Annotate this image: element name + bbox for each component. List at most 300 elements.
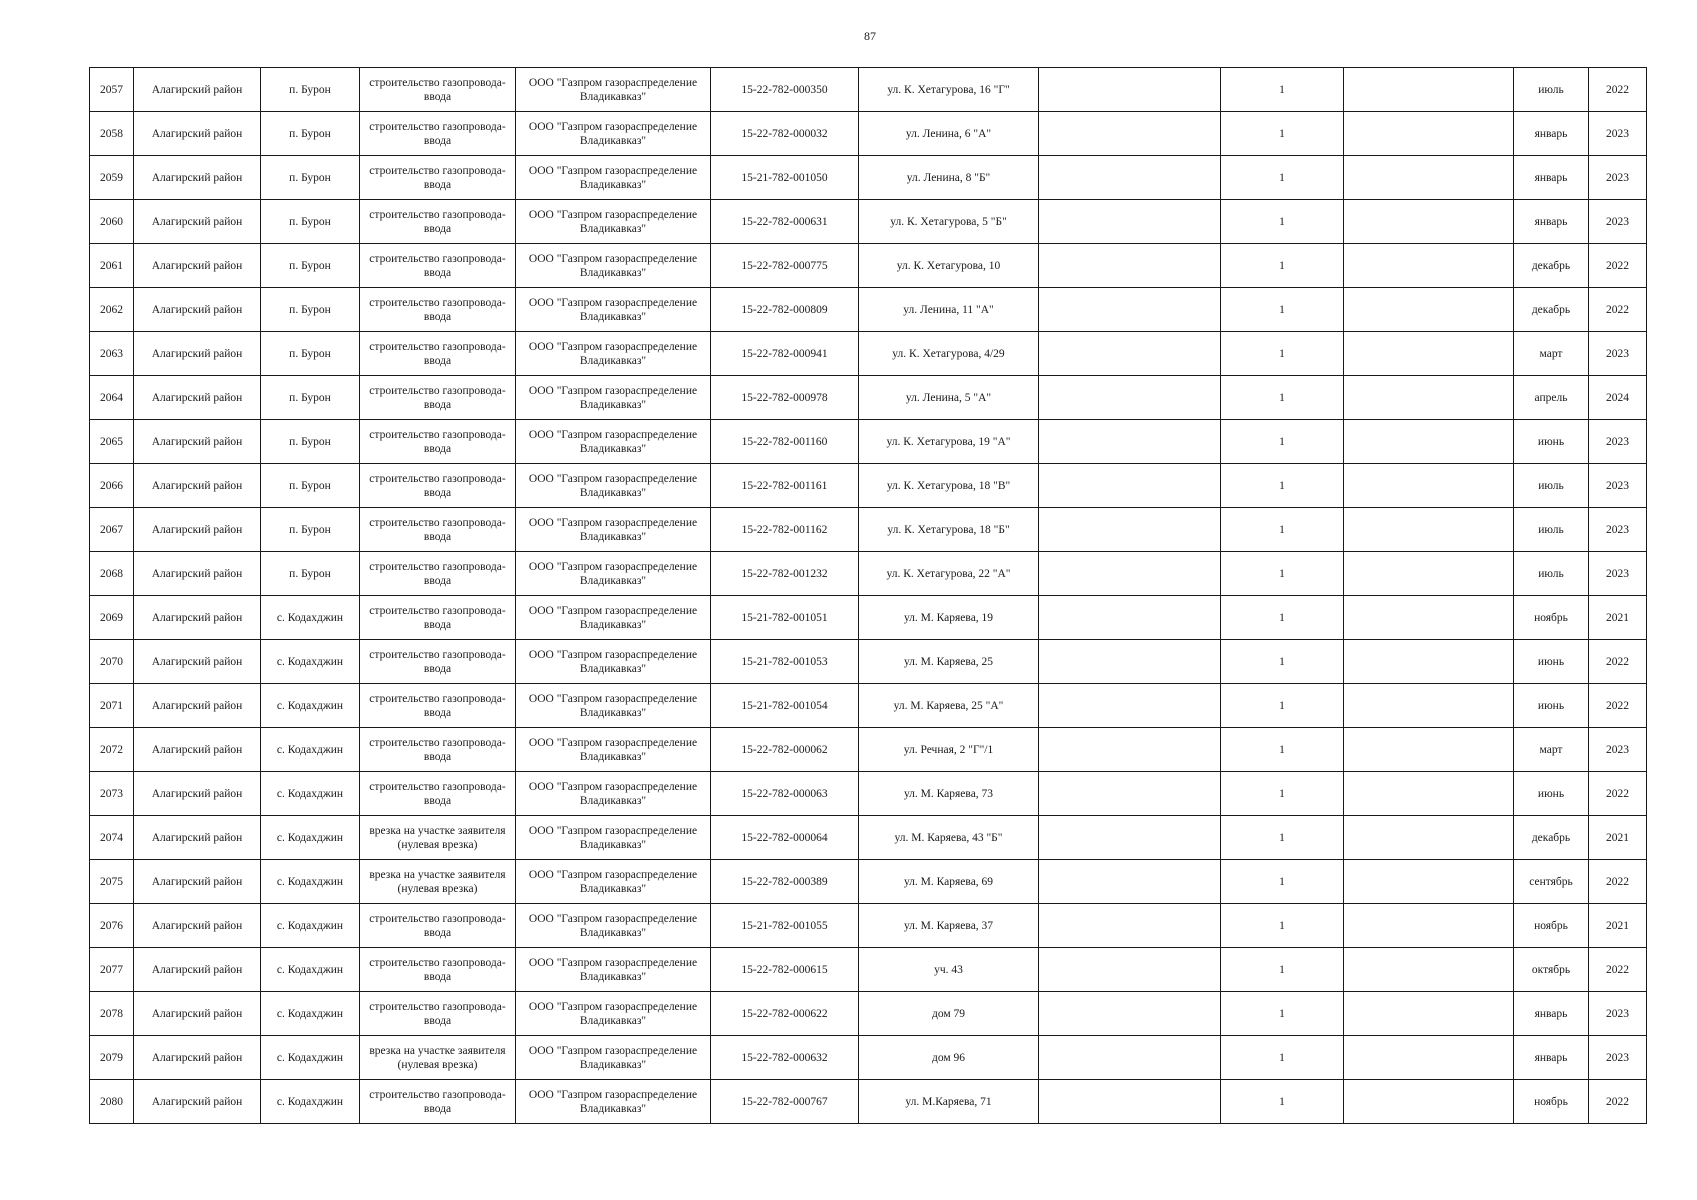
month-cell: июль	[1514, 68, 1589, 112]
table-row	[90, 772, 1647, 816]
table-row	[90, 200, 1647, 244]
empty-cell-b	[1344, 332, 1514, 376]
table-row	[90, 464, 1647, 508]
application-id-cell: 15-22-782-000389	[711, 860, 859, 904]
row-number-cell: 2062	[90, 288, 134, 332]
year-cell: 2022	[1589, 684, 1647, 728]
district-cell: Алагирский район	[134, 1080, 261, 1124]
empty-cell-b	[1344, 420, 1514, 464]
address-cell: ул. К. Хетагурова, 5 "Б"	[859, 200, 1039, 244]
application-id-cell: 15-21-782-001055	[711, 904, 859, 948]
quantity-cell: 1	[1221, 332, 1344, 376]
quantity-cell: 1	[1221, 1080, 1344, 1124]
settlement-cell: с. Кодахджин	[261, 992, 360, 1036]
empty-cell-b	[1344, 68, 1514, 112]
application-id-cell: 15-22-782-001162	[711, 508, 859, 552]
settlement-cell: с. Кодахджин	[261, 772, 360, 816]
empty-cell-b	[1344, 464, 1514, 508]
work-type-cell: строительство газопровода-ввода	[360, 904, 516, 948]
organization-cell: ООО "Газпром газораспределение Владикавказ"	[516, 1080, 711, 1124]
month-cell: июнь	[1514, 684, 1589, 728]
table-row	[90, 992, 1647, 1036]
application-id-cell: 15-21-782-001050	[711, 156, 859, 200]
district-cell: Алагирский район	[134, 156, 261, 200]
row-number-cell: 2075	[90, 860, 134, 904]
table-row	[90, 596, 1647, 640]
organization-cell: ООО "Газпром газораспределение Владикавказ"	[516, 244, 711, 288]
row-number-cell: 2078	[90, 992, 134, 1036]
month-cell: январь	[1514, 1036, 1589, 1080]
month-cell: сентябрь	[1514, 860, 1589, 904]
address-cell: уч. 43	[859, 948, 1039, 992]
year-cell: 2023	[1589, 200, 1647, 244]
district-cell: Алагирский район	[134, 904, 261, 948]
empty-cell-a	[1039, 860, 1221, 904]
table-body	[90, 68, 1647, 1124]
month-cell: ноябрь	[1514, 596, 1589, 640]
settlement-cell: с. Кодахджин	[261, 640, 360, 684]
empty-cell-b	[1344, 288, 1514, 332]
application-id-cell: 15-22-782-000978	[711, 376, 859, 420]
settlement-cell: п. Бурон	[261, 332, 360, 376]
year-cell: 2022	[1589, 288, 1647, 332]
work-type-cell: строительство газопровода-ввода	[360, 992, 516, 1036]
empty-cell-a	[1039, 728, 1221, 772]
address-cell: ул. Ленина, 11 "А"	[859, 288, 1039, 332]
empty-cell-a	[1039, 112, 1221, 156]
row-number-cell: 2077	[90, 948, 134, 992]
work-type-cell: строительство газопровода-ввода	[360, 420, 516, 464]
empty-cell-a	[1039, 244, 1221, 288]
organization-cell: ООО "Газпром газораспределение Владикавказ"	[516, 904, 711, 948]
table-row	[90, 552, 1647, 596]
empty-cell-b	[1344, 860, 1514, 904]
row-number-cell: 2070	[90, 640, 134, 684]
month-cell: декабрь	[1514, 816, 1589, 860]
empty-cell-b	[1344, 772, 1514, 816]
address-cell: ул. М. Каряева, 69	[859, 860, 1039, 904]
address-cell: ул. Ленина, 8 "Б"	[859, 156, 1039, 200]
empty-cell-b	[1344, 1036, 1514, 1080]
address-cell: ул. М. Каряева, 25	[859, 640, 1039, 684]
year-cell: 2021	[1589, 904, 1647, 948]
settlement-cell: п. Бурон	[261, 288, 360, 332]
organization-cell: ООО "Газпром газораспределение Владикавказ"	[516, 772, 711, 816]
district-cell: Алагирский район	[134, 332, 261, 376]
settlement-cell: с. Кодахджин	[261, 596, 360, 640]
address-cell: ул. К. Хетагурова, 18 "В"	[859, 464, 1039, 508]
organization-cell: ООО "Газпром газораспределение Владикавказ"	[516, 552, 711, 596]
district-cell: Алагирский район	[134, 68, 261, 112]
work-type-cell: врезка на участке заявителя (нулевая врезка)	[360, 860, 516, 904]
district-cell: Алагирский район	[134, 112, 261, 156]
row-number-cell: 2076	[90, 904, 134, 948]
settlement-cell: п. Бурон	[261, 200, 360, 244]
settlement-cell: с. Кодахджин	[261, 816, 360, 860]
address-cell: ул. К. Хетагурова, 22 "А"	[859, 552, 1039, 596]
quantity-cell: 1	[1221, 288, 1344, 332]
application-id-cell: 15-21-782-001054	[711, 684, 859, 728]
address-cell: ул. М. Каряева, 25 "А"	[859, 684, 1039, 728]
row-number-cell: 2071	[90, 684, 134, 728]
year-cell: 2023	[1589, 156, 1647, 200]
year-cell: 2023	[1589, 420, 1647, 464]
table-row	[90, 508, 1647, 552]
address-cell: ул. К. Хетагурова, 19 "А"	[859, 420, 1039, 464]
quantity-cell: 1	[1221, 552, 1344, 596]
application-id-cell: 15-22-782-000631	[711, 200, 859, 244]
quantity-cell: 1	[1221, 640, 1344, 684]
district-cell: Алагирский район	[134, 948, 261, 992]
month-cell: апрель	[1514, 376, 1589, 420]
application-id-cell: 15-22-782-000062	[711, 728, 859, 772]
quantity-cell: 1	[1221, 200, 1344, 244]
month-cell: март	[1514, 332, 1589, 376]
month-cell: март	[1514, 728, 1589, 772]
year-cell: 2023	[1589, 992, 1647, 1036]
table-row	[90, 860, 1647, 904]
quantity-cell: 1	[1221, 904, 1344, 948]
application-id-cell: 15-22-782-000032	[711, 112, 859, 156]
district-cell: Алагирский район	[134, 244, 261, 288]
empty-cell-b	[1344, 948, 1514, 992]
year-cell: 2021	[1589, 596, 1647, 640]
table-row	[90, 1080, 1647, 1124]
settlement-cell: с. Кодахджин	[261, 860, 360, 904]
row-number-cell: 2058	[90, 112, 134, 156]
organization-cell: ООО "Газпром газораспределение Владикавказ"	[516, 464, 711, 508]
application-id-cell: 15-22-782-001160	[711, 420, 859, 464]
organization-cell: ООО "Газпром газораспределение Владикавказ"	[516, 288, 711, 332]
district-cell: Алагирский район	[134, 728, 261, 772]
organization-cell: ООО "Газпром газораспределение Владикавказ"	[516, 728, 711, 772]
month-cell: январь	[1514, 112, 1589, 156]
address-cell: ул. Ленина, 5 "А"	[859, 376, 1039, 420]
organization-cell: ООО "Газпром газораспределение Владикавказ"	[516, 816, 711, 860]
application-id-cell: 15-22-782-000775	[711, 244, 859, 288]
address-cell: дом 79	[859, 992, 1039, 1036]
settlement-cell: с. Кодахджин	[261, 728, 360, 772]
quantity-cell: 1	[1221, 728, 1344, 772]
empty-cell-b	[1344, 112, 1514, 156]
table-row	[90, 728, 1647, 772]
settlement-cell: с. Кодахджин	[261, 904, 360, 948]
month-cell: январь	[1514, 992, 1589, 1036]
month-cell: январь	[1514, 156, 1589, 200]
empty-cell-b	[1344, 816, 1514, 860]
month-cell: ноябрь	[1514, 904, 1589, 948]
district-cell: Алагирский район	[134, 508, 261, 552]
district-cell: Алагирский район	[134, 816, 261, 860]
work-type-cell: строительство газопровода-ввода	[360, 112, 516, 156]
quantity-cell: 1	[1221, 596, 1344, 640]
settlement-cell: с. Кодахджин	[261, 1036, 360, 1080]
year-cell: 2022	[1589, 772, 1647, 816]
work-type-cell: строительство газопровода-ввода	[360, 948, 516, 992]
row-number-cell: 2059	[90, 156, 134, 200]
district-cell: Алагирский район	[134, 640, 261, 684]
address-cell: ул. К. Хетагурова, 10	[859, 244, 1039, 288]
month-cell: июнь	[1514, 420, 1589, 464]
empty-cell-b	[1344, 244, 1514, 288]
settlement-cell: п. Бурон	[261, 112, 360, 156]
organization-cell: ООО "Газпром газораспределение Владикавказ"	[516, 420, 711, 464]
organization-cell: ООО "Газпром газораспределение Владикавказ"	[516, 156, 711, 200]
month-cell: декабрь	[1514, 244, 1589, 288]
table-row	[90, 948, 1647, 992]
empty-cell-a	[1039, 816, 1221, 860]
settlement-cell: п. Бурон	[261, 68, 360, 112]
quantity-cell: 1	[1221, 112, 1344, 156]
empty-cell-a	[1039, 948, 1221, 992]
table-row	[90, 640, 1647, 684]
month-cell: октябрь	[1514, 948, 1589, 992]
district-cell: Алагирский район	[134, 684, 261, 728]
organization-cell: ООО "Газпром газораспределение Владикавказ"	[516, 948, 711, 992]
application-id-cell: 15-22-782-000941	[711, 332, 859, 376]
application-id-cell: 15-22-782-000064	[711, 816, 859, 860]
work-type-cell: строительство газопровода-ввода	[360, 508, 516, 552]
organization-cell: ООО "Газпром газораспределение Владикавказ"	[516, 992, 711, 1036]
quantity-cell: 1	[1221, 1036, 1344, 1080]
year-cell: 2022	[1589, 68, 1647, 112]
organization-cell: ООО "Газпром газораспределение Владикавказ"	[516, 640, 711, 684]
table-row	[90, 420, 1647, 464]
quantity-cell: 1	[1221, 156, 1344, 200]
empty-cell-b	[1344, 640, 1514, 684]
table-row	[90, 156, 1647, 200]
year-cell: 2022	[1589, 244, 1647, 288]
address-cell: ул. М. Каряева, 43 "Б"	[859, 816, 1039, 860]
row-number-cell: 2060	[90, 200, 134, 244]
address-cell: ул. М. Каряева, 73	[859, 772, 1039, 816]
organization-cell: ООО "Газпром газораспределение Владикавказ"	[516, 860, 711, 904]
quantity-cell: 1	[1221, 948, 1344, 992]
empty-cell-a	[1039, 508, 1221, 552]
empty-cell-a	[1039, 596, 1221, 640]
empty-cell-a	[1039, 1036, 1221, 1080]
empty-cell-b	[1344, 156, 1514, 200]
year-cell: 2023	[1589, 552, 1647, 596]
row-number-cell: 2072	[90, 728, 134, 772]
row-number-cell: 2065	[90, 420, 134, 464]
empty-cell-b	[1344, 596, 1514, 640]
month-cell: июнь	[1514, 640, 1589, 684]
work-type-cell: строительство газопровода-ввода	[360, 376, 516, 420]
quantity-cell: 1	[1221, 244, 1344, 288]
application-id-cell: 15-22-782-000632	[711, 1036, 859, 1080]
work-type-cell: строительство газопровода-ввода	[360, 156, 516, 200]
work-type-cell: строительство газопровода-ввода	[360, 728, 516, 772]
year-cell: 2023	[1589, 728, 1647, 772]
district-cell: Алагирский район	[134, 772, 261, 816]
empty-cell-a	[1039, 68, 1221, 112]
settlement-cell: п. Бурон	[261, 508, 360, 552]
empty-cell-a	[1039, 992, 1221, 1036]
year-cell: 2023	[1589, 332, 1647, 376]
row-number-cell: 2069	[90, 596, 134, 640]
empty-cell-b	[1344, 728, 1514, 772]
month-cell: ноябрь	[1514, 1080, 1589, 1124]
application-id-cell: 15-22-782-000809	[711, 288, 859, 332]
application-id-cell: 15-22-782-001161	[711, 464, 859, 508]
table-row	[90, 288, 1647, 332]
address-cell: ул. Ленина, 6 "А"	[859, 112, 1039, 156]
quantity-cell: 1	[1221, 772, 1344, 816]
work-type-cell: строительство газопровода-ввода	[360, 244, 516, 288]
row-number-cell: 2068	[90, 552, 134, 596]
month-cell: декабрь	[1514, 288, 1589, 332]
row-number-cell: 2074	[90, 816, 134, 860]
work-type-cell: строительство газопровода-ввода	[360, 288, 516, 332]
month-cell: июнь	[1514, 772, 1589, 816]
empty-cell-b	[1344, 904, 1514, 948]
empty-cell-a	[1039, 684, 1221, 728]
row-number-cell: 2079	[90, 1036, 134, 1080]
row-number-cell: 2061	[90, 244, 134, 288]
empty-cell-a	[1039, 420, 1221, 464]
year-cell: 2021	[1589, 816, 1647, 860]
empty-cell-a	[1039, 376, 1221, 420]
year-cell: 2022	[1589, 1080, 1647, 1124]
month-cell: январь	[1514, 200, 1589, 244]
settlement-cell: п. Бурон	[261, 156, 360, 200]
application-id-cell: 15-22-782-000615	[711, 948, 859, 992]
row-number-cell: 2063	[90, 332, 134, 376]
row-number-cell: 2073	[90, 772, 134, 816]
empty-cell-a	[1039, 288, 1221, 332]
month-cell: июль	[1514, 508, 1589, 552]
application-id-cell: 15-22-782-001232	[711, 552, 859, 596]
year-cell: 2023	[1589, 464, 1647, 508]
settlement-cell: п. Бурон	[261, 464, 360, 508]
settlement-cell: п. Бурон	[261, 552, 360, 596]
address-cell: ул. М. Каряева, 19	[859, 596, 1039, 640]
year-cell: 2023	[1589, 508, 1647, 552]
organization-cell: ООО "Газпром газораспределение Владикавказ"	[516, 684, 711, 728]
organization-cell: ООО "Газпром газораспределение Владикавказ"	[516, 376, 711, 420]
work-type-cell: строительство газопровода-ввода	[360, 68, 516, 112]
year-cell: 2023	[1589, 112, 1647, 156]
application-id-cell: 15-21-782-001053	[711, 640, 859, 684]
district-cell: Алагирский район	[134, 992, 261, 1036]
address-cell: ул. К. Хетагурова, 16 "Г"	[859, 68, 1039, 112]
empty-cell-b	[1344, 1080, 1514, 1124]
work-type-cell: строительство газопровода-ввода	[360, 332, 516, 376]
empty-cell-a	[1039, 156, 1221, 200]
empty-cell-a	[1039, 464, 1221, 508]
address-cell: ул. М. Каряева, 37	[859, 904, 1039, 948]
address-cell: ул. К. Хетагурова, 18 "Б"	[859, 508, 1039, 552]
quantity-cell: 1	[1221, 464, 1344, 508]
work-type-cell: строительство газопровода-ввода	[360, 772, 516, 816]
organization-cell: ООО "Газпром газораспределение Владикавказ"	[516, 68, 711, 112]
empty-cell-a	[1039, 332, 1221, 376]
district-cell: Алагирский район	[134, 200, 261, 244]
settlement-cell: п. Бурон	[261, 420, 360, 464]
settlement-cell: с. Кодахджин	[261, 684, 360, 728]
empty-cell-b	[1344, 992, 1514, 1036]
district-cell: Алагирский район	[134, 420, 261, 464]
empty-cell-b	[1344, 376, 1514, 420]
row-number-cell: 2064	[90, 376, 134, 420]
quantity-cell: 1	[1221, 992, 1344, 1036]
table-row	[90, 816, 1647, 860]
table-row	[90, 112, 1647, 156]
empty-cell-a	[1039, 640, 1221, 684]
table-row	[90, 376, 1647, 420]
settlement-cell: п. Бурон	[261, 376, 360, 420]
year-cell: 2023	[1589, 1036, 1647, 1080]
empty-cell-b	[1344, 200, 1514, 244]
empty-cell-a	[1039, 904, 1221, 948]
quantity-cell: 1	[1221, 68, 1344, 112]
quantity-cell: 1	[1221, 816, 1344, 860]
district-cell: Алагирский район	[134, 596, 261, 640]
table-row	[90, 244, 1647, 288]
year-cell: 2022	[1589, 860, 1647, 904]
empty-cell-b	[1344, 552, 1514, 596]
quantity-cell: 1	[1221, 376, 1344, 420]
work-type-cell: строительство газопровода-ввода	[360, 596, 516, 640]
work-type-cell: врезка на участке заявителя (нулевая врезка)	[360, 816, 516, 860]
table-row	[90, 684, 1647, 728]
empty-cell-a	[1039, 552, 1221, 596]
row-number-cell: 2057	[90, 68, 134, 112]
work-type-cell: врезка на участке заявителя (нулевая врезка)	[360, 1036, 516, 1080]
empty-cell-a	[1039, 200, 1221, 244]
organization-cell: ООО "Газпром газораспределение Владикавказ"	[516, 508, 711, 552]
district-cell: Алагирский район	[134, 288, 261, 332]
address-cell: ул. Речная, 2 "Г"/1	[859, 728, 1039, 772]
table-row	[90, 1036, 1647, 1080]
organization-cell: ООО "Газпром газораспределение Владикавказ"	[516, 200, 711, 244]
year-cell: 2022	[1589, 640, 1647, 684]
application-id-cell: 15-22-782-000622	[711, 992, 859, 1036]
application-id-cell: 15-21-782-001051	[711, 596, 859, 640]
table-row	[90, 332, 1647, 376]
month-cell: июль	[1514, 552, 1589, 596]
district-cell: Алагирский район	[134, 1036, 261, 1080]
address-cell: ул. К. Хетагурова, 4/29	[859, 332, 1039, 376]
row-number-cell: 2080	[90, 1080, 134, 1124]
quantity-cell: 1	[1221, 420, 1344, 464]
year-cell: 2022	[1589, 948, 1647, 992]
work-type-cell: строительство газопровода-ввода	[360, 200, 516, 244]
quantity-cell: 1	[1221, 860, 1344, 904]
empty-cell-b	[1344, 684, 1514, 728]
organization-cell: ООО "Газпром газораспределение Владикавказ"	[516, 112, 711, 156]
settlement-cell: п. Бурон	[261, 244, 360, 288]
application-id-cell: 15-22-782-000767	[711, 1080, 859, 1124]
organization-cell: ООО "Газпром газораспределение Владикавказ"	[516, 332, 711, 376]
quantity-cell: 1	[1221, 684, 1344, 728]
settlement-cell: с. Кодахджин	[261, 948, 360, 992]
application-id-cell: 15-22-782-000350	[711, 68, 859, 112]
district-cell: Алагирский район	[134, 860, 261, 904]
organization-cell: ООО "Газпром газораспределение Владикавказ"	[516, 1036, 711, 1080]
page-number: 87	[864, 29, 876, 43]
settlement-cell: с. Кодахджин	[261, 1080, 360, 1124]
work-type-cell: строительство газопровода-ввода	[360, 464, 516, 508]
organization-cell: ООО "Газпром газораспределение Владикавказ"	[516, 596, 711, 640]
work-type-cell: строительство газопровода-ввода	[360, 640, 516, 684]
year-cell: 2024	[1589, 376, 1647, 420]
registry-table	[89, 67, 1647, 1124]
address-cell: ул. М.Каряева, 71	[859, 1080, 1039, 1124]
district-cell: Алагирский район	[134, 552, 261, 596]
application-id-cell: 15-22-782-000063	[711, 772, 859, 816]
